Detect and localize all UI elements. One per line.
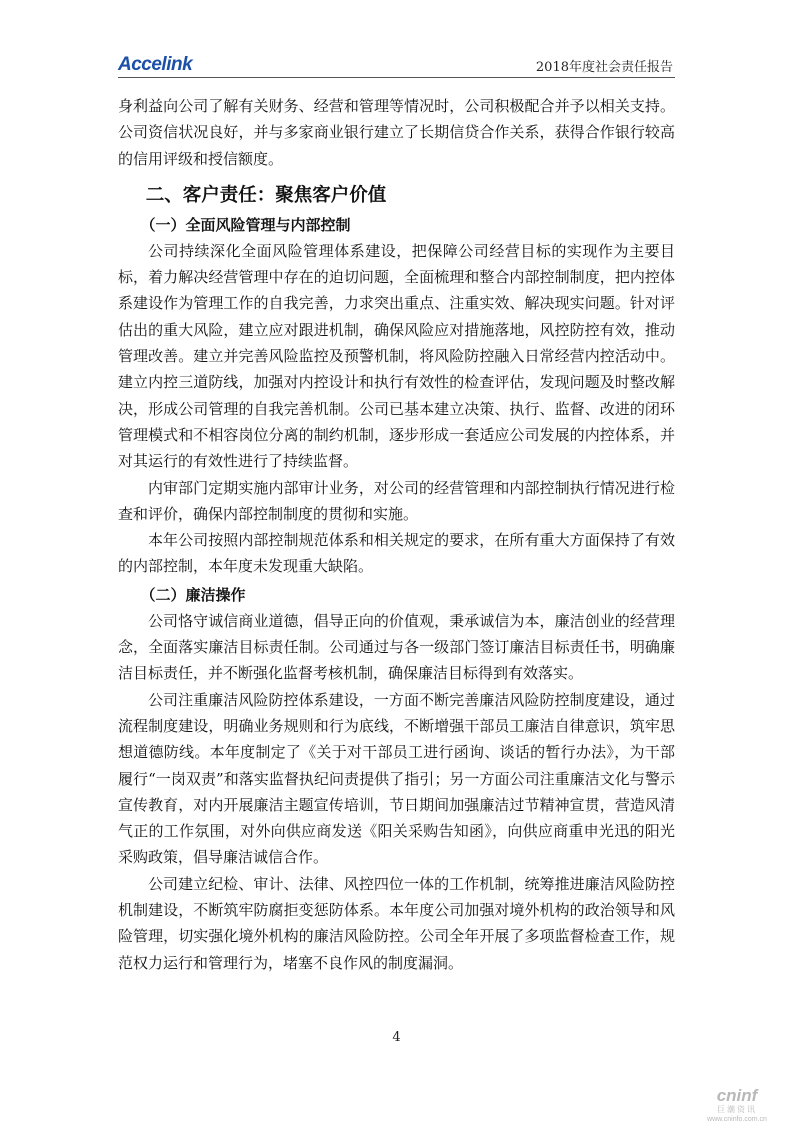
paragraph: 内审部门定期实施内部审计业务，对公司的经营管理和内部控制执行情况进行检查和评价，确保内部控制制度的贯彻和实施。 bbox=[118, 478, 675, 523]
paragraph: 公司持续深化全面风险管理体系建设，把保障公司经营目标的实现作为主要目标，着力解决经营管理中存在的迫切问题，全面梳理和整合内部控制制度，把内控体系建设作为管理工作的自我完善，力求突出重点、注重实效、解决现实问题。针对评估出的重大风险，建立应对跟进机制，确保风险应对措施落地，风控防控有效，推动管理改善。建立并完善风险监控及预警机制，将风险防控融入日常经营内控活动中。建立内控三道防线，加强对内控设计和执行有效性的检查评估，发现问题及时整改解决，形成公司管理的自我完善机制。公司已基本建立决策、执行、监督、改进的闭环管理模式和不相容岗位分离的制约机制，逐步形成一套适应公司发展的内控体系，并对其运行的有效性进行了持续监督。 bbox=[118, 241, 675, 471]
paragraph: 本年公司按照内部控制规范体系和相关规定的要求，在所有重大方面保持了有效的内部控制，本年度未发现重大缺陷。 bbox=[118, 531, 675, 576]
paragraph: 公司恪守诚信商业道德，倡导正向的价值观，秉承诚信为本，廉洁创业的经营理念，全面落实廉洁目标责任制。公司通过与各一级部门签订廉洁目标责任书，明确廉洁目标责任，并不断强化监督考核机制，确保廉洁目标得到有效落实。 bbox=[118, 611, 675, 683]
watermark-url: www.cninfo.com.cn bbox=[707, 1116, 767, 1123]
page-number: 4 bbox=[392, 1030, 401, 1045]
watermark-brand: cninf bbox=[716, 1086, 758, 1105]
page-content bbox=[118, 93, 675, 976]
section-title: 二、客户责任：聚焦客户价值 bbox=[145, 184, 387, 206]
cninfo-watermark bbox=[695, 1087, 779, 1124]
watermark-name: 巨潮资讯 bbox=[717, 1105, 757, 1114]
report-title: 2018年度社会责任报告 bbox=[535, 60, 673, 75]
paragraph: 公司建立纪检、审计、法律、风控四位一体的工作机制，统筹推进廉洁风险防控机制建设，不断筑牢防腐拒变惩防体系。本年度公司加强对境外机构的政治领导和风险管理，切实强化境外机构的廉洁风险防控。公司全年开展了多项监督检查工作，规范权力运行和管理行为，堵塞不良作风的制度漏洞。 bbox=[118, 874, 675, 972]
subsection-title-2: （二）廉洁操作 bbox=[140, 585, 246, 604]
company-logo: Accelink bbox=[118, 54, 193, 75]
intro-paragraph: 身利益向公司了解有关财务、经营和管理等情况时，公司积极配合并予以相关支持。公司资信状况良好，并与多家商业银行建立了长期信贷合作关系，获得合作银行较高的信用评级和授信额度。 bbox=[118, 97, 675, 168]
header-divider bbox=[118, 77, 675, 78]
paragraph: 公司注重廉洁风险防控体系建设，一方面不断完善廉洁风险防控制度建设，通过流程制度建设，明确业务规则和行为底线，不断增强干部员工廉洁自律意识，筑牢思想道德防线。本年度制定了《关于对干部员工进行函询、谈话的暂行办法》，为干部履行“一岗双责”和落实监督执纪问责提供了指引；另一方面公司注重廉洁文化与警示宣传教育，对内开展廉洁主题宣传培训，节日期间加强廉洁过节精神宣贯，营造风清气正的工作氛围，对外向供应商发送《阳关采购告知函》，向供应商重申光迅的阳光采购政策，倡导廉洁诚信合作。 bbox=[118, 690, 675, 867]
subsection-title-1: （一）全面风险管理与内部控制 bbox=[140, 215, 351, 234]
